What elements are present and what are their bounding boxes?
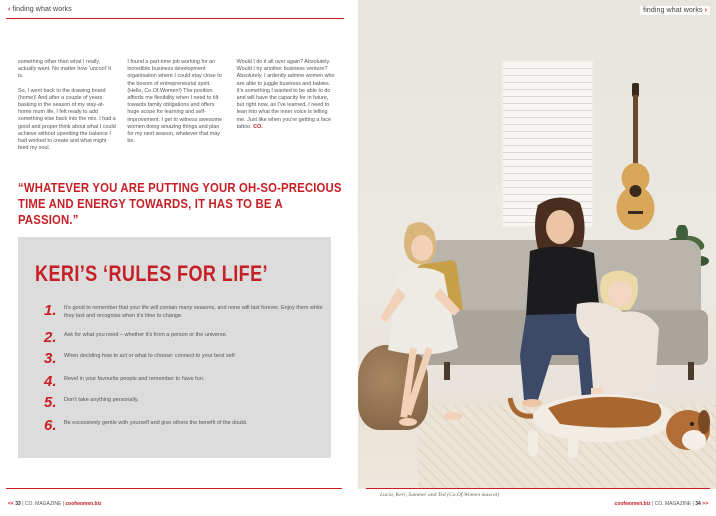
rule-number: 2. bbox=[44, 329, 57, 346]
signoff-mark: CO. bbox=[253, 123, 263, 130]
chevron-left-icon: ‹ bbox=[8, 6, 11, 13]
article-column-1 bbox=[18, 59, 117, 159]
rule-text: When deciding how to act or what to choose: connect to your best self. bbox=[64, 353, 237, 359]
magazine-name: CO. MAGAZINE bbox=[654, 501, 692, 507]
rule-item bbox=[44, 395, 324, 410]
rule-text: It’s good to remember that your life will contain many seasons, and none will last forever. Enjoy them while they last and recognise when it’s time to change. bbox=[64, 305, 323, 319]
bottom-divider bbox=[366, 488, 710, 489]
rules-for-life-box bbox=[18, 237, 331, 458]
website-link[interactable]: coofwomen.biz bbox=[65, 501, 102, 507]
rule-number: 1. bbox=[44, 302, 57, 319]
paragraph: I found a part-time job working for an incredible business development organisation where I could stay close to the bosom of entrepreneurial spirit. (Hello, Co.Of.Women!) The position affords me flexibility when I need to tilt towards family obligations and offers huge scope for learning and self-improvement. I get to witness awesome women doing amazing things and plan for my next season, whatever that may be. bbox=[127, 59, 223, 145]
right-page-photo bbox=[358, 0, 716, 516]
bottom-divider bbox=[6, 488, 342, 489]
section-label bbox=[8, 6, 72, 13]
dog-illustration bbox=[508, 378, 713, 463]
section-label bbox=[640, 6, 710, 15]
rule-item bbox=[44, 351, 324, 366]
paragraph bbox=[237, 59, 336, 131]
footer-separator: | bbox=[652, 501, 654, 507]
article-column-2 bbox=[127, 59, 226, 159]
footer-separator: | bbox=[692, 501, 694, 507]
rules-title: KERI’S ‘RULES FOR LIFE’ bbox=[35, 261, 268, 286]
rule-item bbox=[44, 303, 324, 320]
section-label-text: finding what works bbox=[12, 6, 72, 13]
rule-item bbox=[44, 330, 324, 345]
photo-caption: Lucia, Keri, Summer and Ted (Co.Of.Women mascot) bbox=[380, 492, 500, 498]
rule-number: 4. bbox=[44, 373, 57, 390]
paragraph: something other than what I really, actually want. No matter how ‘uncool’ it is. bbox=[18, 59, 111, 80]
rule-number: 5. bbox=[44, 394, 57, 411]
rule-text: Be excessively gentle with yourself and give others the benefit of the doubt. bbox=[64, 420, 248, 426]
rule-text: Revel in your favourite people and remember to have fun. bbox=[64, 376, 205, 382]
page-footer bbox=[8, 501, 102, 507]
next-page-arrows[interactable]: >> bbox=[702, 501, 708, 507]
page-footer bbox=[614, 501, 708, 507]
rule-number: 6. bbox=[44, 417, 57, 434]
footer-separator: | bbox=[62, 501, 64, 507]
page-number: 34 bbox=[695, 501, 701, 507]
pull-quote: “WHATEVER YOU ARE PUTTING YOUR OH-SO-PRECIOUS TIME AND ENERGY TOWARDS, IT HAS TO BE A PASSION.” bbox=[18, 180, 342, 227]
article-columns bbox=[18, 59, 336, 159]
rule-text: Ask for what you need – whether it’s from a person or the universe. bbox=[64, 332, 228, 338]
rule-item bbox=[44, 418, 324, 433]
top-divider bbox=[6, 18, 344, 19]
child-left-illustration bbox=[368, 218, 478, 443]
article-column-3 bbox=[237, 59, 336, 159]
page-number: 33 bbox=[15, 501, 21, 507]
magazine-name: CO. MAGAZINE bbox=[24, 501, 62, 507]
rule-text: Don’t take anything personally. bbox=[64, 397, 139, 403]
prev-page-arrows[interactable]: << bbox=[8, 501, 14, 507]
footer-separator: | bbox=[22, 501, 24, 507]
website-link[interactable]: coofwomen.biz bbox=[614, 501, 651, 507]
rule-number: 3. bbox=[44, 350, 57, 367]
section-label-text: finding what works bbox=[643, 7, 703, 14]
paragraph-text: Would I do it all over again? Absolutely. Would I try another business venture? Absolutely. I ardently admire women who are able to juggle business and babies. It’s something I wanted to be able to do and will have the capacity for in future, but right now, as I’ve learned, I need to lean into what the inner voice is telling me. Just like when you’re getting a face tattoo. bbox=[236, 59, 335, 130]
rule-item bbox=[44, 374, 324, 389]
chevron-right-icon: › bbox=[704, 7, 707, 14]
paragraph: So, I went back to the drawing board (home)! And after a couple of years basking in the season of my stay-at-home mum life, I felt ready to add something else back into the mix. I had a good and proper think about what I could achieve without upsetting the balance I had worked to create and what might feed my soul. bbox=[18, 87, 116, 152]
